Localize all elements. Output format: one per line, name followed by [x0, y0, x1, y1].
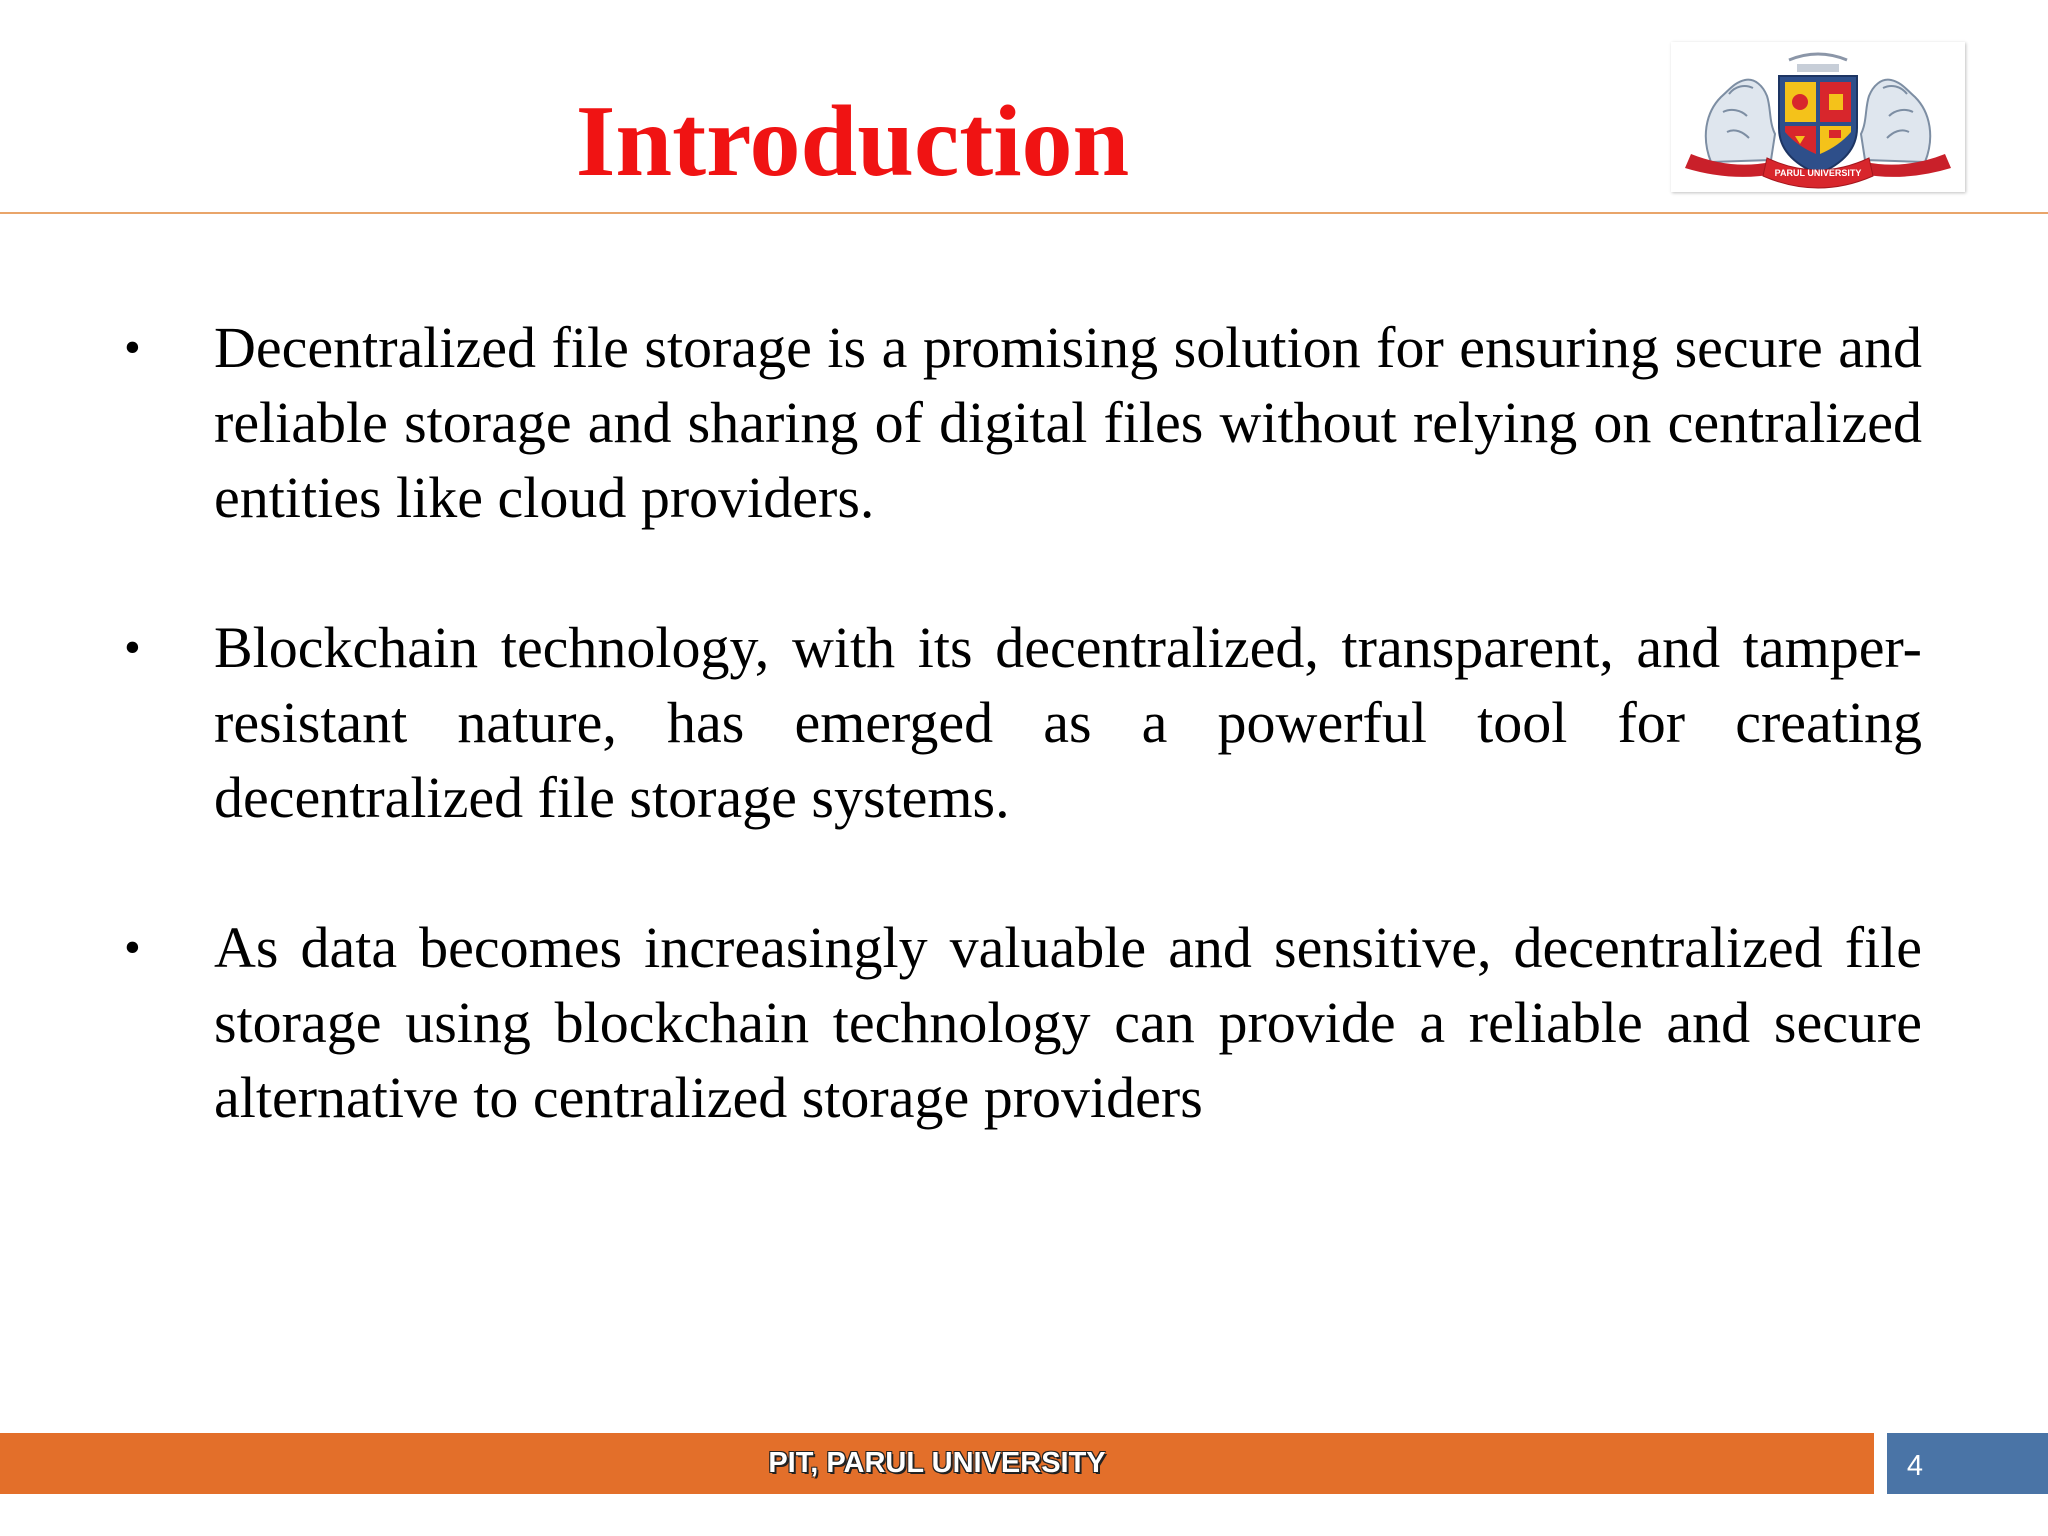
- bullet-text: Decentralized file storage is a promising solution for ensuring secure and reliable storage and sharing of digital files without relying on centralized entities like cloud providers.: [214, 315, 1922, 530]
- bullet-list: [122, 310, 1922, 1210]
- bullet-item: [122, 910, 1922, 1135]
- parul-university-crest-icon: [1671, 42, 1965, 192]
- bullet-text: As data becomes increasingly valuable and sensitive, decentralized file storage using blockchain technology can provide a reliable and secure alternative to centralized storage providers: [214, 915, 1922, 1130]
- logo-banner-text: PARUL UNIVERSITY: [1774, 168, 1862, 178]
- slide-title: Introduction: [575, 85, 1130, 198]
- bullet-item: [122, 610, 1922, 835]
- bullet-dot-icon: •: [124, 621, 141, 674]
- title-divider: [0, 212, 2048, 214]
- footer-bar: [0, 1433, 1874, 1494]
- bullet-dot-icon: •: [124, 921, 141, 974]
- university-logo: [1671, 42, 1965, 192]
- footer-text: PIT, PARUL UNIVERSITY: [768, 1447, 1106, 1479]
- page-number-box: [1887, 1433, 2048, 1494]
- bullet-text: Blockchain technology, with its decentralized, transparent, and tamper-resistant nature, has emerged as a powerful tool for creating decentralized file storage systems.: [214, 615, 1922, 830]
- page-number: 4: [1906, 1450, 1924, 1482]
- bullet-item: [122, 310, 1922, 535]
- bullet-dot-icon: •: [124, 321, 141, 374]
